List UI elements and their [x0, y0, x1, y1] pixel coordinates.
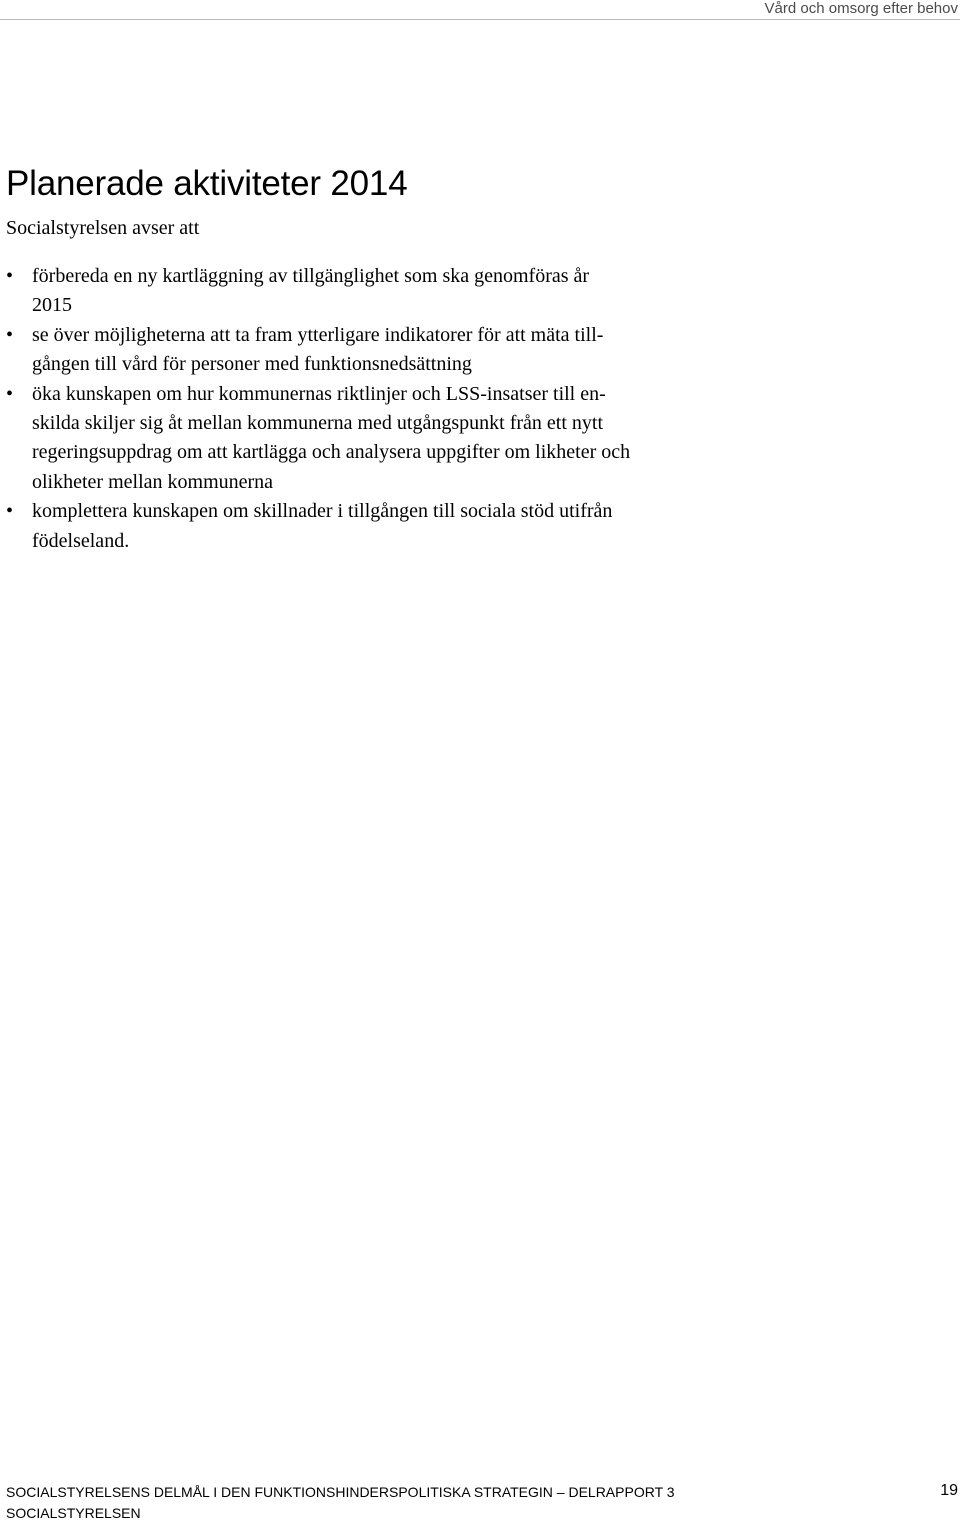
list-item: [6, 262, 766, 321]
list-item-line: regeringsuppdrag om att kartlägga och analysera uppgifter om likheter och: [32, 441, 631, 464]
header-divider: [0, 19, 960, 20]
list-item-line: födelseland.: [32, 529, 130, 552]
list-item: [6, 497, 766, 556]
list-item-line: olikheter mellan kommunerna: [32, 470, 274, 493]
intro-text: Socialstyrelsen avser att: [6, 217, 200, 239]
list-item-line: förbereda en ny kartläggning av tillgänglighet som ska genomföras år: [32, 265, 590, 287]
list-item-line: komplettera kunskapen om skillnader i tillgången till sociala stöd utifrån: [32, 500, 613, 523]
bullet-icon: •: [6, 500, 14, 523]
list-item-line: gången till vård för personer med funktionsnedsättning: [32, 353, 472, 376]
list-item-line: 2015: [32, 294, 72, 317]
activity-list: [6, 262, 766, 556]
page-title: Planerade aktiviteter 2014: [6, 164, 408, 203]
list-item: [6, 380, 766, 498]
running-header: Vård och omsorg efter behov: [764, 0, 958, 17]
list-item: [6, 321, 766, 380]
bullet-icon: •: [6, 265, 14, 287]
list-item-line: se över möjligheterna att ta fram ytterligare indikatorer för att mäta till-: [32, 323, 604, 346]
footer-report-title: SOCIALSTYRELSENS DELMÅL I DEN FUNKTIONSHINDERSPOLITISKA STRATEGIN – DELRAPPORT 3: [6, 1484, 675, 1500]
list-item-line: skilda skiljer sig åt mellan kommunerna med utgångspunkt från ett nytt: [32, 412, 603, 435]
page-number: 19: [940, 1482, 958, 1499]
list-item-line: öka kunskapen om hur kommunernas riktlinjer och LSS-insatser till en-: [32, 382, 606, 405]
bullet-icon: •: [6, 382, 14, 405]
bullet-icon: •: [6, 323, 14, 346]
footer-organization: SOCIALSTYRELSEN: [6, 1505, 141, 1521]
